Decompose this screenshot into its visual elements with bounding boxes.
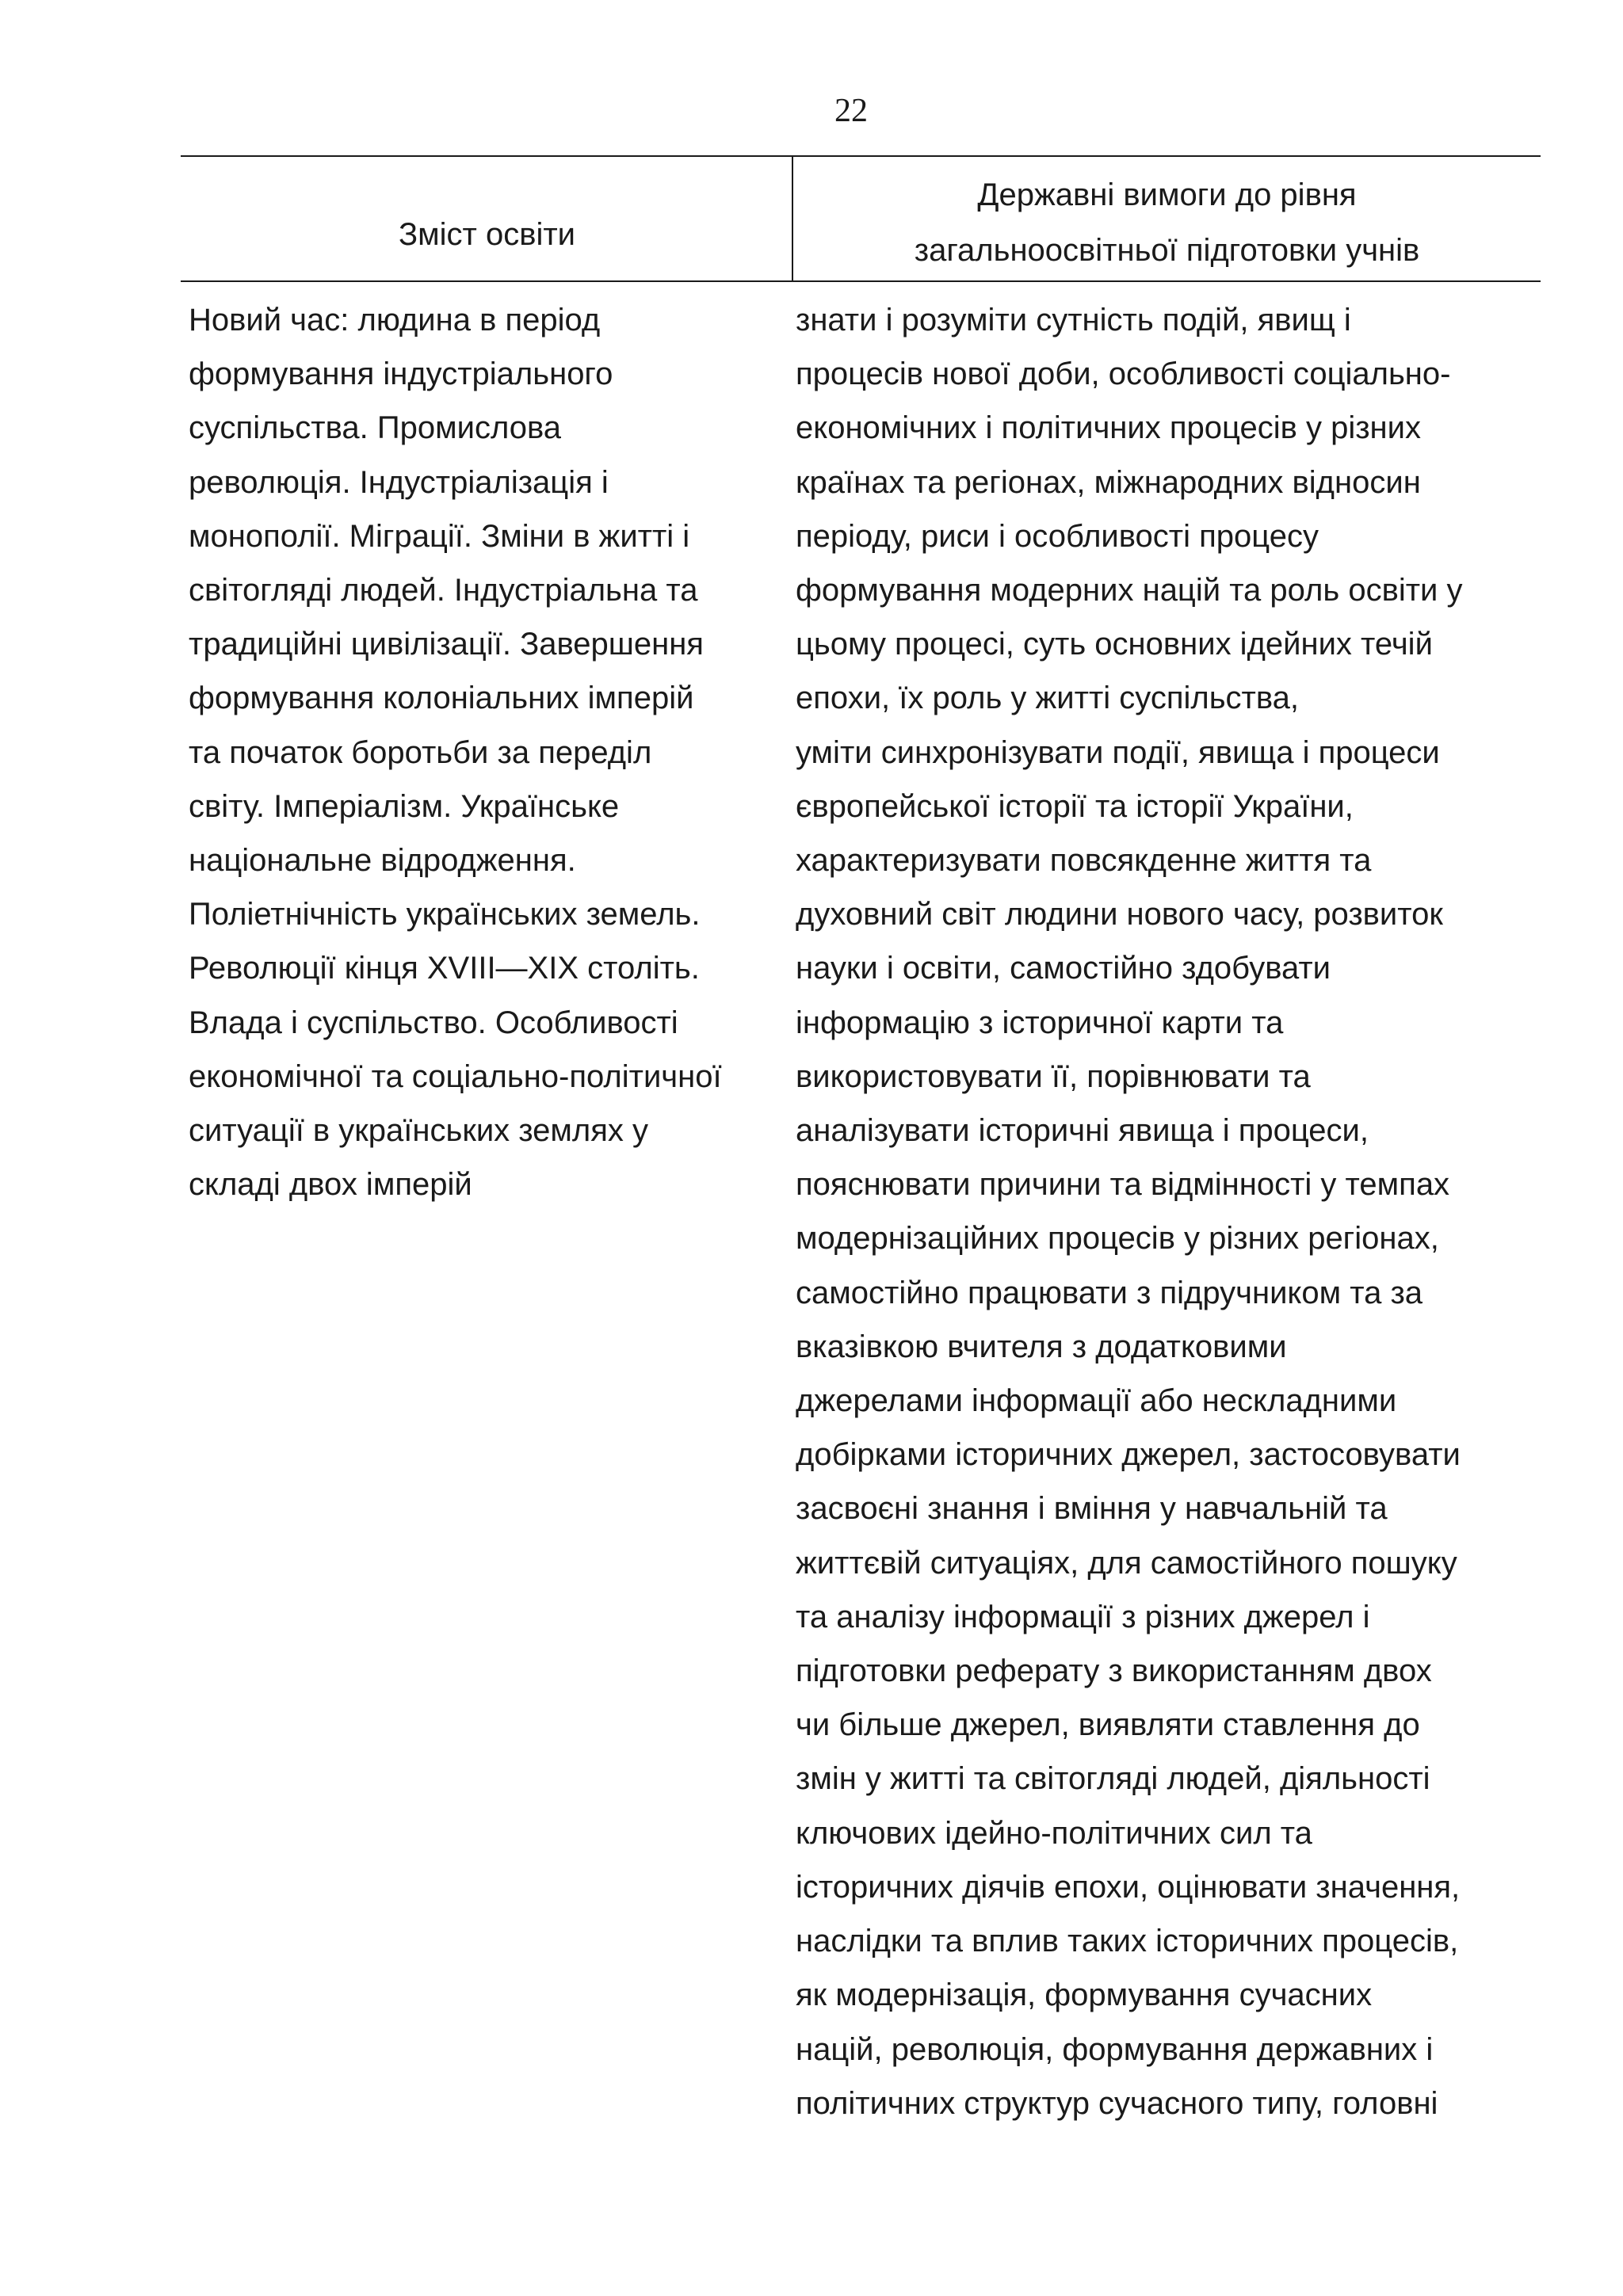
text-line: добірками історичних джерел, застосовувати	[796, 1437, 1461, 1473]
text-line: суспільства. Промислова	[189, 410, 562, 446]
text-line: Влада і суспільство. Особливості	[189, 1005, 678, 1040]
page-number: 22	[834, 93, 868, 129]
text-line: політичних структур сучасного типу, головні	[796, 2085, 1438, 2121]
text-line: та початок боротьби за переділ	[189, 734, 652, 770]
text-line: наслідки та вплив таких історичних процесів,	[796, 1924, 1459, 1959]
header-state-requirements	[793, 157, 1541, 280]
header-education-content: Зміст освіти	[398, 217, 576, 252]
text-line: життєвій ситуаціях, для самостійного пошуку	[796, 1545, 1457, 1581]
requirements-cell	[793, 293, 1541, 2130]
text-line: використовувати її, порівнювати та	[796, 1058, 1311, 1094]
text-line: змін у житті та світогляді людей, діяльності	[796, 1761, 1430, 1797]
header-right-line: Державні вимоги до рівня	[977, 177, 1357, 212]
text-line: періоду, риси і особливості процесу	[796, 518, 1319, 554]
text-line: процесів нової доби, особливості соціально-	[796, 357, 1451, 392]
text-line: економічної та соціально-політичної	[189, 1058, 722, 1094]
text-line: складі двох імперій	[189, 1167, 472, 1203]
text-line: традиційні цивілізації. Завершення	[189, 627, 704, 662]
text-line: світу. Імперіалізм. Українське	[189, 788, 620, 824]
text-line: цьому процесі, суть основних ідейних течій	[796, 627, 1433, 662]
text-line: засвоєні знання і вміння у навчальній та	[796, 1491, 1388, 1527]
text-line: світогляді людей. Індустріальна та	[189, 573, 698, 608]
text-line: як модернізація, формування сучасних	[796, 1978, 1373, 2013]
text-line: духовний світ людини нового часу, розвиток	[796, 897, 1443, 933]
table-header-row	[181, 157, 1541, 280]
text-line: аналізувати історичні явища і процеси,	[796, 1113, 1369, 1149]
text-line: формування індустріального	[189, 357, 613, 392]
text-line: економічних і політичних процесів у різних	[796, 410, 1421, 446]
text-line: вказівкою вчителя з додатковими	[796, 1329, 1287, 1364]
text-line: джерелами інформації або нескладними	[796, 1383, 1397, 1419]
text-line: пояснювати причини та відмінності у темпах	[796, 1167, 1450, 1203]
text-line: націй, революція, формування державних і	[796, 2031, 1434, 2067]
text-line: формування модерних націй та роль освіти у	[796, 573, 1463, 608]
text-line: та аналізу інформації з різних джерел і	[796, 1599, 1370, 1634]
text-line: чи більше джерел, виявляти ставлення до	[796, 1707, 1420, 1743]
education-content-cell	[181, 293, 793, 2130]
text-line: Поліетнічність українських земель.	[189, 897, 701, 933]
text-line: епохи, їх роль у житті суспільства,	[796, 681, 1300, 716]
text-line: країнах та регіонах, міжнародних відносин	[796, 464, 1421, 500]
text-line: ситуації в українських землях у	[189, 1113, 649, 1149]
table-body-row	[181, 282, 1541, 2130]
standards-table	[181, 155, 1541, 2130]
text-line: історичних діячів епохи, оцінювати значення,	[796, 1869, 1461, 1905]
text-line: самостійно працювати з підручником та за	[796, 1275, 1423, 1310]
text-line: європейської історії та історії України,	[796, 788, 1354, 824]
text-line: формування колоніальних імперій	[189, 681, 694, 716]
text-line: монополії. Міграції. Зміни в житті і	[189, 518, 690, 554]
text-line: науки і освіти, самостійно здобувати	[796, 951, 1331, 986]
header-column-divider	[792, 157, 793, 280]
text-line: національне відродження.	[189, 843, 576, 879]
text-line: модернізаційних процесів у різних регіонах,	[796, 1221, 1439, 1257]
header-right-line: загальноосвітньої підготовки учнів	[914, 233, 1420, 268]
text-line: Революції кінця XVIII—XIX століть.	[189, 951, 700, 986]
text-line: ключових ідейно-політичних сил та	[796, 1815, 1312, 1851]
text-line: характеризувати повсякденне життя та	[796, 843, 1372, 879]
text-line: знати і розуміти сутність подій, явищ і	[796, 303, 1351, 338]
text-line: підготовки реферату з використанням двох	[796, 1653, 1432, 1689]
text-line: уміти синхронізувати події, явища і процеси	[796, 734, 1440, 770]
text-line: революція. Індустріалізація і	[189, 464, 609, 500]
text-line: Новий час: людина в період	[189, 303, 601, 338]
text-line: інформацію з історичної карти та	[796, 1005, 1284, 1040]
